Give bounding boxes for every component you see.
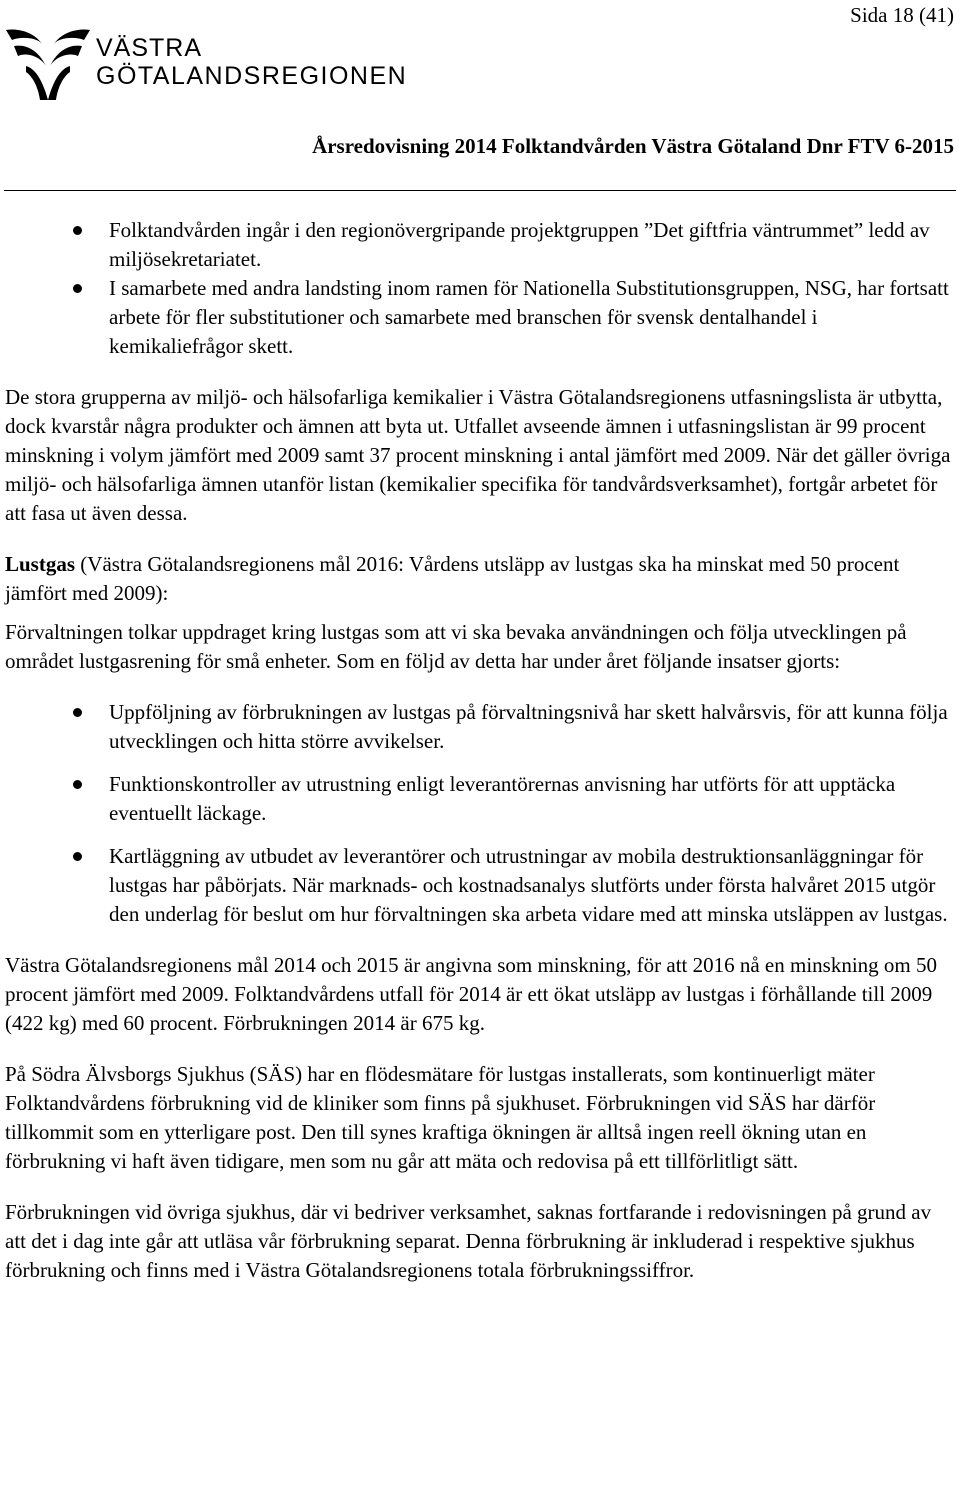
lustgas-goal-text: (Västra Götalandsregionens mål 2016: Vårdens utsläpp av lustgas ska ha minskat med 50 procent jämfört med 2009): (5, 552, 900, 605)
logo-line-1: VÄSTRA (96, 34, 203, 62)
document-body (5, 216, 955, 1285)
paragraph-sas-measurement: På Södra Älvsborgs Sjukhus (SÄS) har en flödesmätare för lustgas installerats, som kontinuerligt mäter Folktandvårdens förbrukning vid de kliniker som finns på sjukhuset. Förbrukningen vid SÄS har därför tillkommit som en ytterligare post. Den till synes kraftiga ökningen är alltså ingen reell ökning utan en förbrukning vi haft även tidigare, men som nu går att mäta och redovisa på ett tillförlitligt sätt. (5, 1062, 876, 1173)
list-item (5, 216, 955, 274)
paragraph-lustgas-goal (5, 550, 955, 608)
list-item (5, 770, 955, 828)
list-item (5, 698, 955, 756)
bullet-list-top (5, 216, 955, 361)
bullet-icon (73, 708, 82, 717)
list-item-text: Folktandvården ingår i den regionövergripande projektgruppen ”Det giftfria väntrummet” ledd av miljösekretariatet. (109, 218, 930, 271)
document-title: Årsredovisning 2014 Folktandvården Västra Götaland Dnr FTV 6-2015 (312, 134, 954, 158)
logo-mark-icon (4, 26, 92, 108)
list-item (5, 274, 955, 361)
list-item-text: Uppföljning av förbrukningen av lustgas på förvaltningsnivå har skett halvårsvis, för att kunna följa utvecklingen och hitta större avvikelser. (109, 700, 948, 753)
paragraph-management: Förvaltningen tolkar uppdraget kring lustgas som att vi ska bevaka användningen och följa utvecklingen på området lustgasrening för små enheter. Som en följd av detta har under året följande insatser gjorts: (5, 620, 907, 673)
bullet-icon (73, 852, 82, 861)
bullet-icon (73, 780, 82, 789)
list-item-text: Kartläggning av utbudet av leverantörer och utrustningar av mobila destruktionsanläggningar för lustgas har påbörjats. När marknads- och kostnadsanalys slutförts under första halvåret 2015 utgör den underlag för beslut om hur förvaltningen ska arbeta vidare med att minska utsläppen av lustgas. (109, 844, 948, 926)
paragraph-phasing-out: De stora grupperna av miljö- och hälsofarliga kemikalier i Västra Götalandsregionens utfasningslista är utbytta, dock kvarstår några produkter och ämnen att byta ut. Utfallet avseende ämnen i utfasningslistan är 99 procent minskning i volym jämfört med 2009 samt 37 procent minskning i antal jämfört med 2009. När det gäller övriga miljö- och hälsofarliga ämnen utanför listan (kemikalier specifika för tandvårdsverksamhet), fortgår arbetet för att fasa ut även dessa. (5, 385, 951, 525)
list-item-text: I samarbete med andra landsting inom ramen för Nationella Substitutionsgruppen, NSG, har fortsatt arbete för fler substitutioner och samarbete med branschen för svensk dentalhandel i kemikaliefrågor skett. (109, 276, 949, 358)
list-item (5, 842, 955, 929)
header-divider (4, 190, 956, 191)
list-item-text: Funktionskontroller av utrustning enligt leverantörernas anvisning har utförts för att upptäcka eventuellt läckage. (109, 772, 896, 825)
page-number: Sida 18 (41) (850, 3, 954, 27)
bullet-icon (73, 284, 82, 293)
lustgas-term: Lustgas (5, 552, 76, 576)
bullet-icon (73, 226, 82, 235)
paragraph-regional-goal: Västra Götalandsregionens mål 2014 och 2015 är angivna som minskning, för att 2016 nå en minskning om 50 procent jämfört med 2009. Folktandvårdens utfall för 2014 är ett ökat utsläpp av lustgas i förhållande till 2009 (422 kg) med 60 procent. Förbrukningen 2014 är 675 kg. (5, 953, 938, 1035)
organization-logo (4, 26, 408, 108)
logo-line-2: GÖTALANDSREGIONEN (96, 62, 408, 90)
paragraph-other-hospitals: Förbrukningen vid övriga sjukhus, där vi bedriver verksamhet, saknas fortfarande i redovisningen på grund av att det i dag inte går att utläsa vår förbrukning separat. Denna förbrukning är inkluderad i respektive sjukhus förbrukning och finns med i Västra Götalandsregionens totala förbrukningssiffror. (5, 1200, 932, 1282)
bullet-list-actions (5, 698, 955, 929)
